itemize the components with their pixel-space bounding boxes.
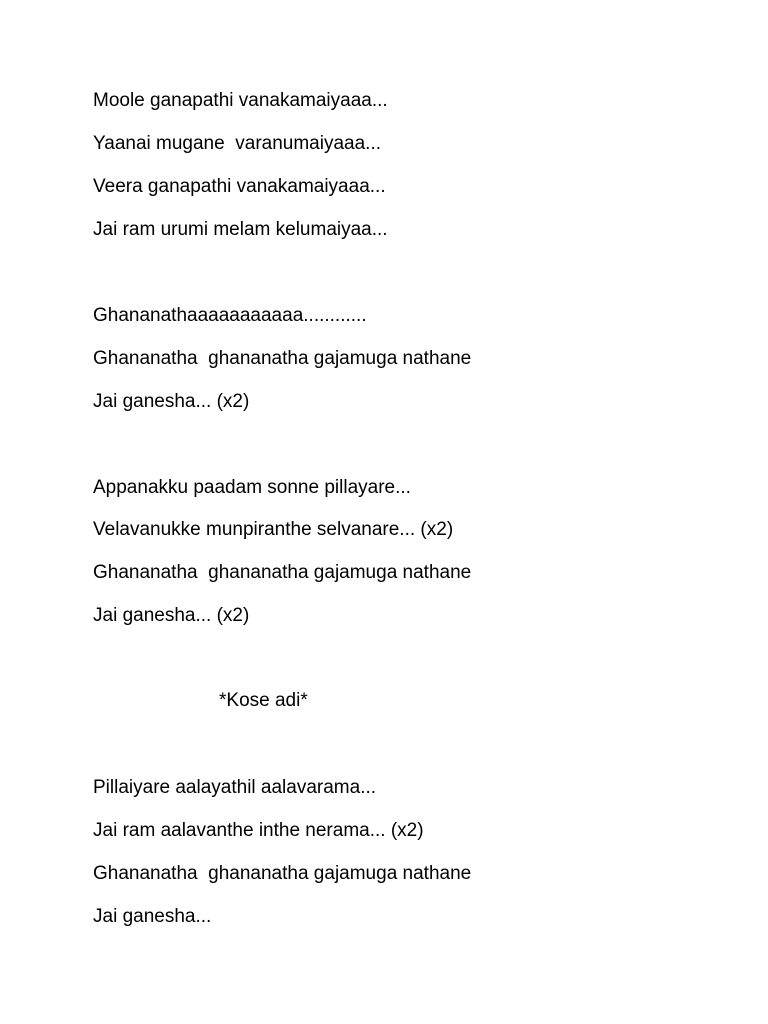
lyric-line: Ghananatha ghananatha gajamuga nathane: [93, 863, 472, 884]
lyric-line: Pillaiyare aalayathil aalavarama...: [93, 777, 377, 798]
lyric-line: Jai ganesha... (x2): [93, 391, 250, 412]
lyric-line: Veera ganapathi vanakamaiyaaa...: [93, 176, 386, 197]
lyric-line: Ghananathaaaaaaaaaaa............: [93, 305, 367, 326]
lyric-line: Moole ganapathi vanakamaiyaaa...: [93, 90, 388, 111]
section-note: *Kose adi*: [219, 690, 308, 711]
lyric-line: Ghananatha ghananatha gajamuga nathane: [93, 562, 472, 583]
lyric-line: Velavanukke munpiranthe selvanare... (x2): [93, 519, 454, 540]
lyric-line: Ghananatha ghananatha gajamuga nathane: [93, 348, 472, 369]
lyric-line: Jai ganesha...: [93, 906, 212, 927]
lyric-line: Yaanai mugane varanumaiyaaa...: [93, 133, 381, 154]
lyric-line: Jai ram urumi melam kelumaiyaa...: [93, 219, 388, 240]
lyric-line: Appanakku paadam sonne pillayare...: [93, 477, 411, 498]
lyric-line: Jai ram aalavanthe inthe nerama... (x2): [93, 820, 424, 841]
lyric-line: Jai ganesha... (x2): [93, 605, 250, 626]
